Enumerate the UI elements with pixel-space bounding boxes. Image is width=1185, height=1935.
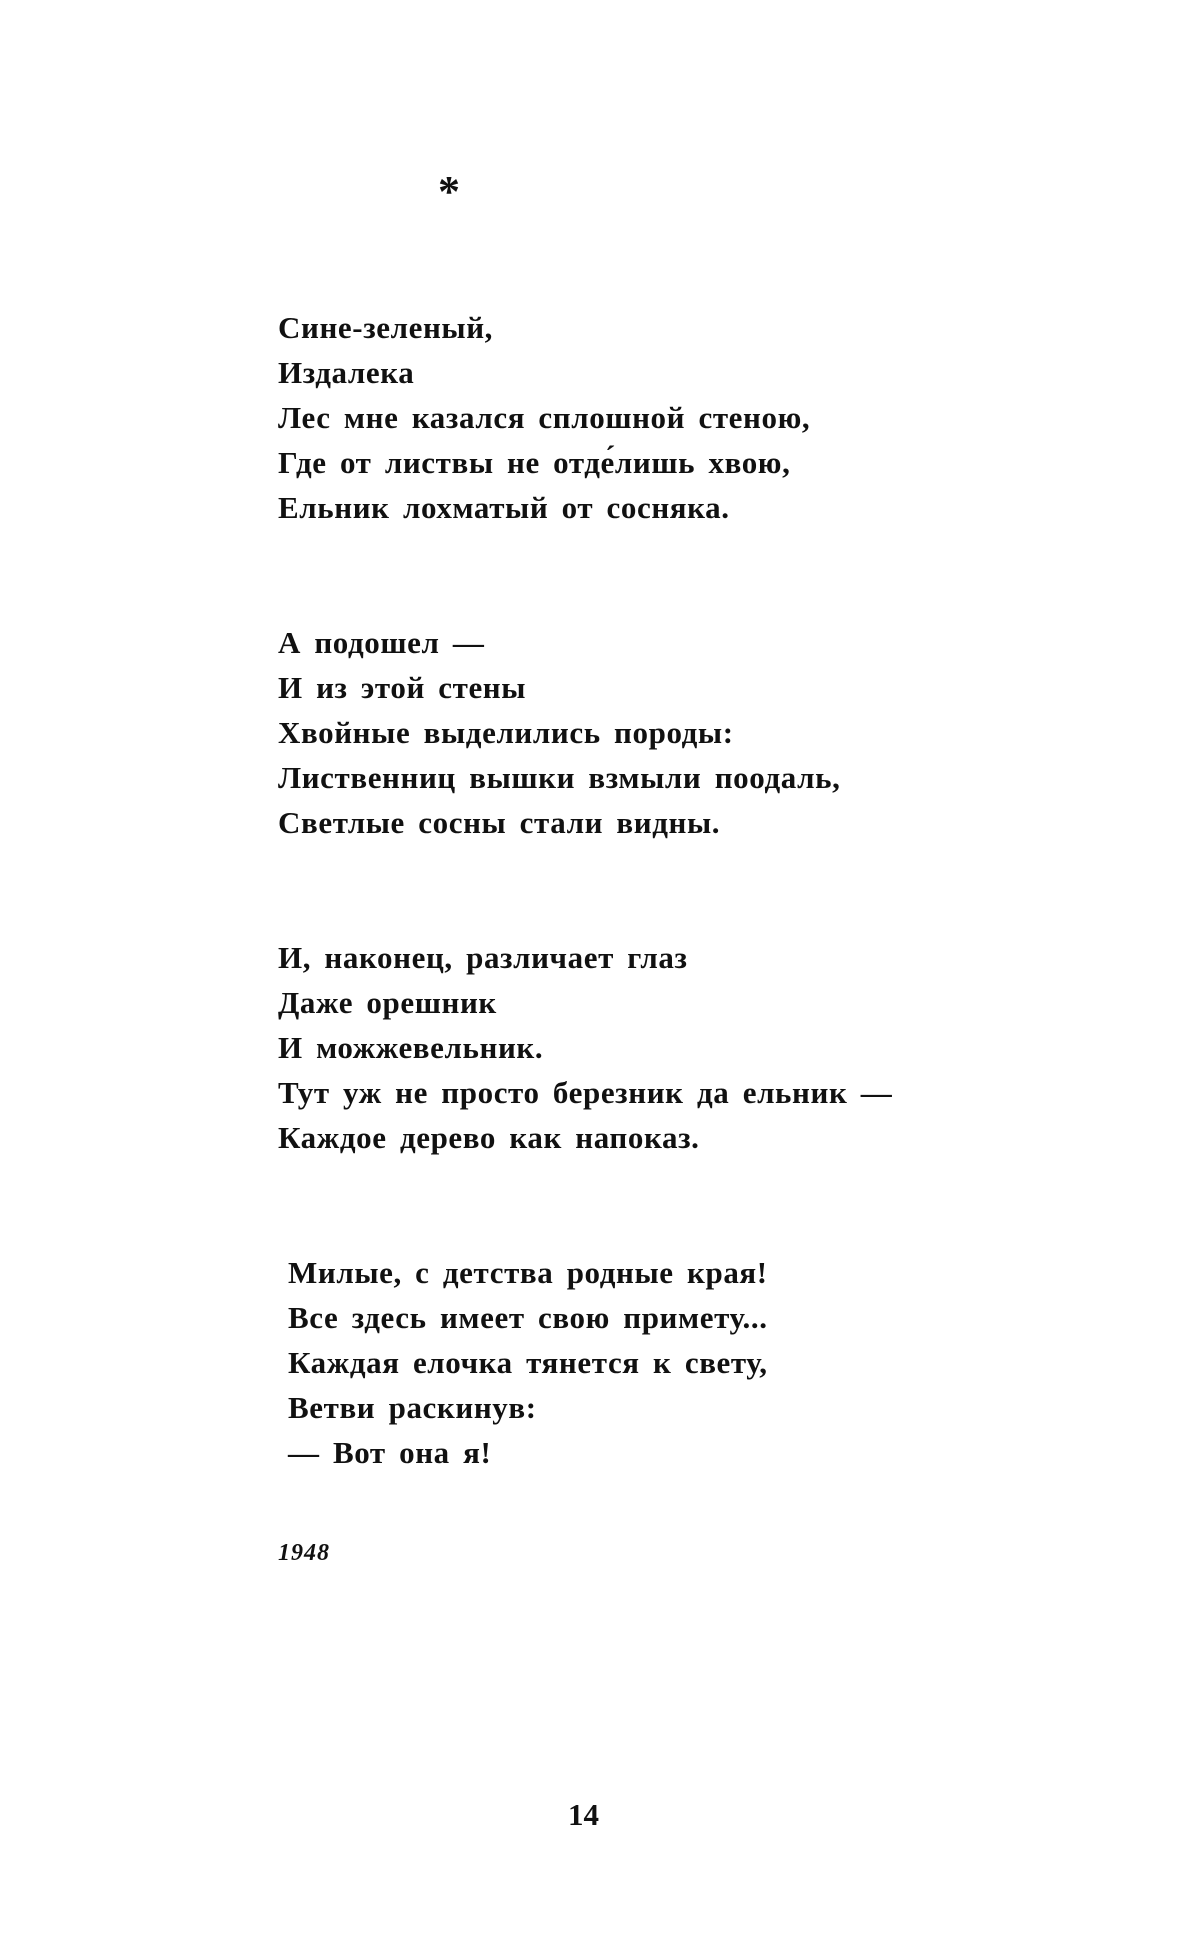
- poem-line: А подошел —: [278, 625, 485, 660]
- poem-line: Даже орешник: [278, 985, 497, 1020]
- poem-line: Лес мне казался сплошной стеною,: [278, 400, 811, 435]
- poem-line: И, наконец, различает глаз: [278, 940, 688, 975]
- poem-line: Каждое дерево как напоказ.: [278, 1120, 700, 1155]
- poem-line: И можжевельник.: [278, 1030, 544, 1065]
- poem-line: Где от листвы не отде́лишь хвою,: [278, 445, 791, 480]
- poem-year: 1948: [278, 1540, 330, 1566]
- poem-line: Милые, с детства родные края!: [288, 1255, 768, 1290]
- stanza-1: [278, 305, 810, 530]
- poem-ornament-asterisk: *: [438, 167, 460, 216]
- poem-line: Ельник лохматый от сосняка.: [278, 490, 730, 525]
- stanza-2: [278, 620, 840, 845]
- poem-line: — Вот она я!: [288, 1435, 492, 1470]
- poem-line: Каждая елочка тянется к свету,: [288, 1345, 768, 1380]
- page-number: 14: [568, 1797, 599, 1832]
- poem-line: И из этой стены: [278, 670, 527, 705]
- poem-line: Все здесь имеет свою примету...: [288, 1300, 768, 1335]
- poem-line: Сине-зеленый,: [278, 310, 494, 345]
- poem-line: Ветви раскинув:: [288, 1390, 537, 1425]
- poem-line: Хвойные выделились породы:: [278, 715, 734, 750]
- poem-line: Издалека: [278, 355, 415, 390]
- poem-line: Лиственниц вышки взмыли поодаль,: [278, 760, 841, 795]
- poem-line: Тут уж не просто березник да ельник —: [278, 1075, 893, 1110]
- stanza-3: [278, 935, 892, 1160]
- stanza-4: [288, 1250, 768, 1475]
- poem-line: Светлые сосны стали видны.: [278, 805, 721, 840]
